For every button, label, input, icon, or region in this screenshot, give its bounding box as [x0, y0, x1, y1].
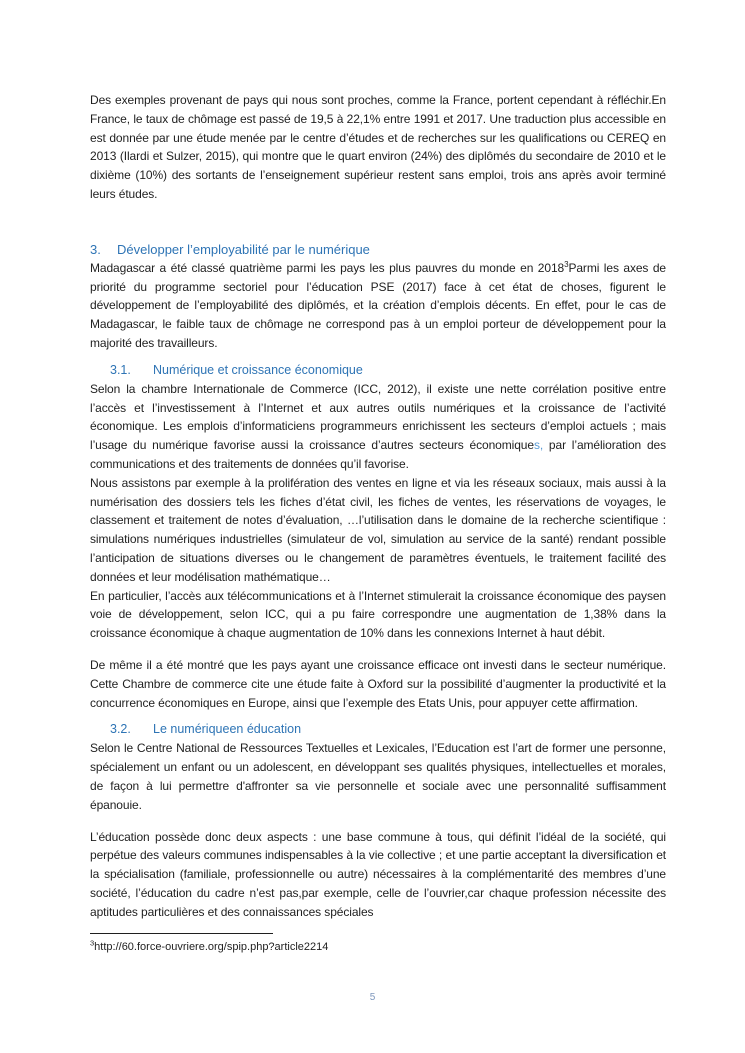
section-3-text-after-ref: Parmi les axes de priorité du programme sectoriel pour l’éducation PSE (2017) face à cet état de choses, figurent le développement de l’employabilité des diplômés, et la création d’emplois décents. En effet, pour le cas de Madagascar, le faible taux de chômage ne correspond pas à un emploi porteur de développement pour la majorité des travailleurs. — [90, 260, 666, 350]
section-3-1-para-a-part2: par l’amélioration des communications et des traitements de données qu’il favorise. — [90, 438, 667, 471]
section-3-2-heading — [90, 720, 666, 739]
footnote-reference-3: 3 — [564, 259, 569, 269]
footnote-url: http://60.force-ouvriere.org/spip.php?article2214 — [94, 941, 329, 953]
section-3-1-title: Numérique et croissance économique — [153, 362, 363, 377]
section-3-1-paragraph-d: De même il a été montré que les pays ayant une croissance efficace ont investi dans le secteur numérique. Cette Chambre de commerce cite une étude faite à Oxford sur la possibilité d’augmenter la productivité et la concurrence économiques en Europe, ainsi que l’exemple des Etats Unis, pour appuyer cette affirmation. — [90, 657, 666, 710]
section-3-1-paragraph-b: Nous assistons par exemple à la prolifération des ventes en ligne et via les réseaux sociaux, mais aussi à la numérisation des dossiers tels les fiches d’état civil, les fiches de ventes, les réservations de voyages, le classement et traitement de notes d’évaluation, …l’utilisation dans le domaine de la recherche scientifique : simulations numériques industrielles (simulateur de vol, simulation au service de la santé) rendant possible l’anticipation de situations diverses ou le changement de paramètres éventuels, le traitement facilité des données et leur modélisation mathématique… — [90, 475, 666, 584]
section-3-1-para-a-part1: Selon la chambre Internationale de Commerce (ICC, 2012), il existe une nette corrélation positive entre l’accès et l’investissement à l’Internet et aux autres outils numériques et la croissance de l’activité économique. Les emplois d’informaticiens programmeurs enrichissent les secteurs d’emploi actuels ; mais l’usage du numérique favorise aussi la croissance d’autres secteurs économique — [90, 381, 666, 453]
footnote-marker: 3 — [90, 938, 95, 948]
section-3-1-heading — [90, 361, 666, 380]
section-3-2-paragraph-a: Selon le Centre National de Ressources Textuelles et Lexicales, l’Education est l’art de former une personne, spécialement un enfant ou un adolescent, en développant ses qualités physiques, intellectuelles et morales, de façon à lui permettre d'affronter sa vie personnelle et sociale avec une personnalité suffisamment épanouie. — [90, 741, 666, 812]
section-3-1-para-a-inserted-text: s, — [533, 438, 544, 453]
section-3-title: Développer l’employabilité par le numérique — [117, 241, 370, 257]
footnote-area — [90, 933, 666, 954]
footnote-text — [90, 940, 666, 954]
section-3-heading — [90, 240, 666, 259]
section-3-text-before-ref: Madagascar a été classé quatrième parmi les pays les plus pauvres du monde en 2018 — [90, 260, 565, 275]
section-3-2-paragraph-b: L’éducation possède donc deux aspects : une base commune à tous, qui définit l’idéal de la société, qui perpétue des valeurs communes indispensables à la vie collective ; et une partie acceptant la diversification et la spécialisation (familiale, professionnelle ou autre) nécessaires à la complémentarité des membres d’une société, l’éducation du cadre n’est pas,par exemple, celle de l’ouvrier,car chaque profession nécessite des aptitudes particulières et des connaissances spéciales — [90, 829, 666, 919]
section-3-1-paragraph-a — [90, 380, 666, 474]
section-3-2-title: Le numériqueen éducation — [153, 722, 302, 737]
page-content — [90, 91, 666, 921]
section-3-1-paragraph-c: En particulier, l’accès aux télécommunications et à l’Internet stimulerait la croissance économique des paysen voie de développement, selon ICC, qui a pu faire correspondre une augmentation de 1,38% dans la croissance économique à chaque augmentation de 10% dans les connexions Internet à haut débit. — [90, 588, 666, 641]
footnote-separator-rule — [90, 933, 273, 934]
section-3-2-number: 3.2. — [110, 722, 131, 737]
section-3-1-number: 3.1. — [110, 362, 131, 377]
intro-paragraph: Des exemples provenant de pays qui nous sont proches, comme la France, portent cependant à réfléchir.En France, le taux de chômage est passé de 19,5 à 22,1% entre 1991 et 2017. Une traduction plus accessible en est donnée par une étude menée par le centre d’études et de recherches sur les qualifications ou CEREQ en 2013 (Ilardi et Sulzer, 2015), qui montre que le quart environ (24%) des diplômés du secondaire de 2010 et le dixième (10%) des sortants de l’enseignement supérieur restent sans emploi, trois ans après avoir terminé leurs études. — [90, 93, 666, 201]
page-number: 5 — [369, 992, 376, 1003]
section-3-number: 3. — [90, 241, 101, 257]
section-3-paragraph — [90, 259, 666, 353]
